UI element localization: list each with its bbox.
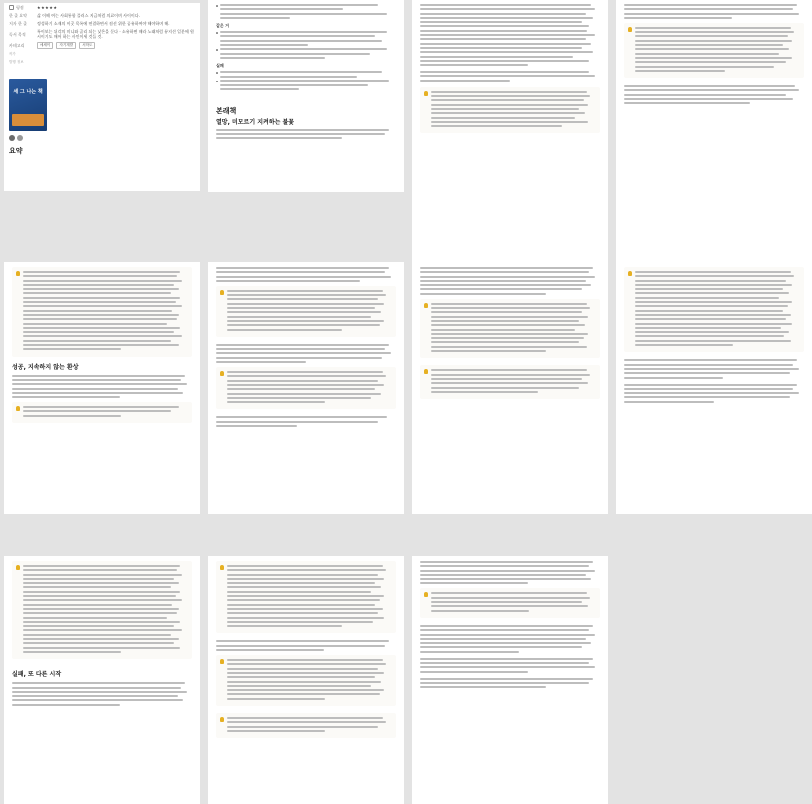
callout (216, 713, 396, 738)
rating-value: ★★★★★ (37, 5, 58, 10)
book-cover-title: 세 그 나는 책 (13, 89, 43, 95)
paragraph (216, 129, 396, 140)
callout (420, 299, 600, 359)
list-item (216, 71, 396, 80)
callout (624, 23, 804, 78)
notes-panel-11 (412, 556, 608, 804)
paragraph (420, 267, 600, 295)
paragraph (624, 85, 804, 104)
section-heading-3: 성공, 지속하지 않는 환상 (12, 363, 79, 371)
lightbulb-icon (220, 565, 224, 570)
bold-label-2: 실패 (216, 63, 224, 69)
cover-row (9, 79, 195, 131)
meta-tags (37, 42, 195, 49)
meta-row-1 (9, 21, 195, 26)
paragraph (12, 375, 192, 398)
notes-panel-5 (4, 262, 200, 514)
lightbulb-icon (220, 290, 224, 295)
notes-panel-8 (616, 262, 812, 514)
paragraph (420, 4, 600, 66)
meta-key-0: 한 줄 요약 (9, 13, 27, 18)
lightbulb-icon (220, 717, 224, 722)
tag[interactable]: 자기계발 (56, 42, 76, 49)
callout (216, 561, 396, 633)
lightbulb-icon (16, 271, 20, 276)
paragraph (420, 658, 600, 673)
notes-panel-10 (208, 556, 404, 804)
paragraph (216, 344, 396, 363)
bold-label-1: 같은 거 (216, 23, 229, 29)
callout (420, 87, 600, 134)
callout (624, 267, 804, 352)
paragraph (216, 640, 396, 651)
paragraph (216, 267, 396, 282)
paragraph (420, 625, 600, 653)
notes-panel-7 (412, 262, 608, 514)
lightbulb-icon (628, 271, 632, 276)
meta-row-0 (9, 13, 195, 18)
lightbulb-icon (16, 406, 20, 411)
paragraph (624, 359, 804, 378)
avatar[interactable] (9, 135, 15, 141)
lightbulb-icon (220, 659, 224, 664)
lightbulb-icon (424, 369, 428, 374)
lightbulb-icon (424, 592, 428, 597)
summary-heading: 요약 (9, 147, 23, 155)
notes-panel-3 (412, 0, 608, 265)
list-item (216, 31, 396, 48)
callout (12, 402, 192, 423)
meta-key-2: 독서 목적 (9, 31, 26, 37)
paragraph (420, 71, 600, 82)
tag[interactable]: 서학도 (79, 42, 95, 49)
tag[interactable]: 에세이 (37, 42, 53, 49)
meta-row-3 (9, 42, 195, 49)
main-subheading: 열망, 미모르기 지켜하는 불꽃 (216, 118, 295, 126)
meta-value-1: 정성하기 소재의 이곳 목록에 연결하면서 점선 위한 공유하여야 해야하며 해. (37, 21, 170, 26)
book-meta-panel (4, 3, 200, 191)
notes-panel-9 (4, 556, 200, 804)
list-item (216, 48, 396, 61)
lightbulb-icon (424, 303, 428, 308)
author-avatars (9, 135, 195, 141)
notes-panel-2 (208, 0, 404, 192)
star-icon (9, 5, 14, 10)
book-cover (9, 79, 47, 131)
callout (420, 365, 600, 399)
meta-value-2: 특이보는 뒤각의 미니와 골리 되는 낮은을 둔다 · 소유하면 때라 노래처럼 뮤지션 일분에 원시이기도 매어 하는 사인이세 것들 것. (37, 29, 194, 39)
paragraph (624, 384, 804, 403)
meta-key-1: 저자 한 줄 (9, 21, 27, 26)
lightbulb-icon (220, 371, 224, 376)
author-label: 작가 (9, 52, 16, 56)
meta-row-2 (9, 29, 195, 39)
list-item (216, 4, 396, 21)
callout (12, 561, 192, 659)
book-cover-band (12, 114, 44, 126)
paragraph (420, 561, 600, 584)
meta-value-0: 삶 이해 여는 사회통합 플러스 지금처럼 의료이며 사이이다. (37, 13, 140, 18)
callout (12, 267, 192, 357)
paragraph (12, 682, 192, 705)
paragraph (420, 678, 600, 689)
lightbulb-icon (16, 565, 20, 570)
lightbulb-icon (628, 27, 632, 32)
list-item (216, 80, 396, 93)
paragraph (216, 416, 396, 427)
callout (420, 588, 600, 617)
rating-key: 평점 (9, 5, 37, 10)
callout (216, 367, 396, 409)
avatar[interactable] (17, 135, 23, 141)
meta-key-3: 카테고리 (9, 43, 25, 48)
notes-panel-4 (616, 0, 812, 265)
callout (216, 655, 396, 706)
section-heading-4: 실패, 또 다른 시작 (12, 671, 62, 679)
rating-row (9, 5, 195, 10)
notes-panel-6 (208, 262, 404, 514)
lightbulb-icon (424, 91, 428, 96)
callout (216, 286, 396, 337)
publish-label: 발행 정보 (9, 60, 24, 64)
main-heading: 본래책 (216, 106, 237, 115)
paragraph (624, 4, 804, 19)
